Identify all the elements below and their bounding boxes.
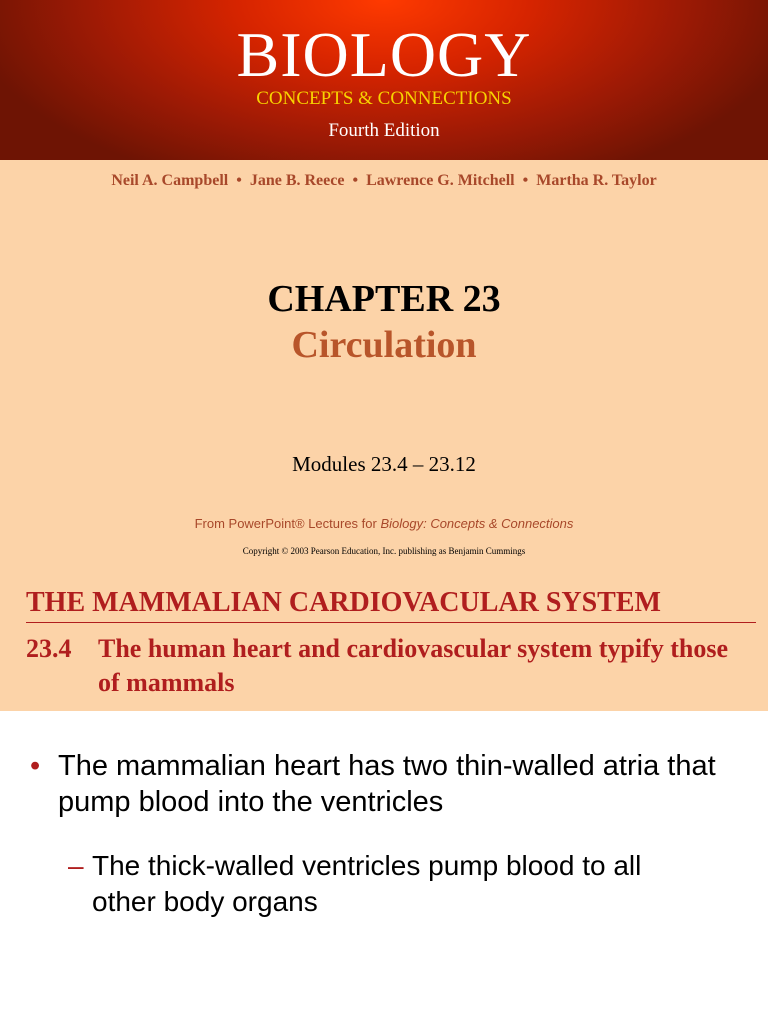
chapter-number: CHAPTER 23 — [267, 278, 501, 320]
bullet-text: The mammalian heart has two thin-walled atria that pump blood into the ventricles — [58, 750, 716, 818]
book-edition: Fourth Edition — [328, 120, 440, 141]
book-title: BIOLOGY — [236, 19, 532, 90]
section-divider — [26, 622, 756, 623]
sub-bullet-text: The thick-walled ventricles pump blood to all other body organs — [92, 850, 642, 917]
author-name: Martha R. Taylor — [536, 172, 657, 189]
author-separator: • — [352, 172, 359, 189]
sub-bullet-marker: – — [68, 850, 84, 881]
modules-range: Modules 23.4 – 23.12 — [292, 452, 476, 476]
module-number: 23.4 — [26, 634, 72, 663]
author-separator: • — [522, 172, 529, 189]
author-name: Lawrence G. Mitchell — [366, 172, 515, 189]
author-separator: • — [236, 172, 242, 189]
slide-header — [0, 576, 768, 711]
author-list — [0, 170, 768, 192]
copyright-notice: Copyright © 2003 Pearson Education, Inc. publishing as Benjamin Cummings — [242, 546, 526, 556]
bullet-marker: • — [30, 750, 41, 782]
powerpoint-credit — [0, 515, 768, 533]
chapter-title: Circulation — [291, 324, 477, 366]
content-slide — [0, 576, 768, 1024]
book-subtitle: CONCEPTS & CONNECTIONS — [256, 88, 512, 109]
credit-prefix: From PowerPoint® Lectures for — [194, 516, 381, 531]
author-name: Neil A. Campbell — [111, 172, 229, 189]
book-banner — [0, 0, 768, 160]
module-heading: The human heart and cardiovascular system typify those of mammals — [98, 634, 729, 697]
author-name: Jane B. Reece — [249, 172, 345, 189]
section-title: THE MAMMALIAN CARDIOVACULAR SYSTEM — [26, 587, 661, 618]
credit-book-title: Biology: Concepts & Connections — [380, 516, 574, 531]
